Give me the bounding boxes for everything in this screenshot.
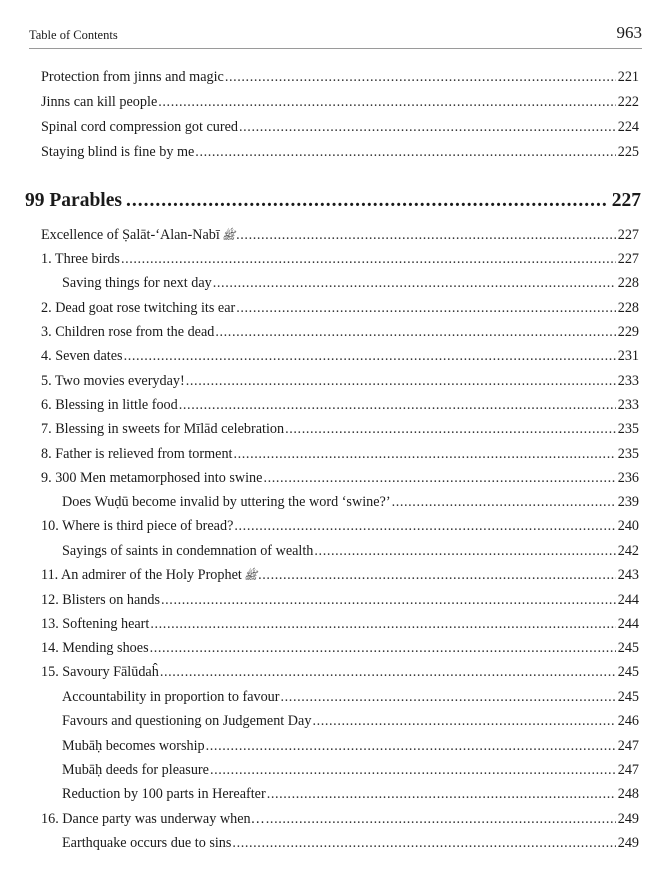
dot-leader	[206, 738, 616, 755]
toc-entry-title: 3. Children rose from the dead	[41, 324, 215, 340]
dot-leader	[281, 689, 616, 706]
toc-entry-page: 225	[617, 144, 639, 160]
toc-entry-page: 247	[617, 738, 639, 754]
toc-entry	[41, 227, 639, 245]
dot-leader	[285, 421, 616, 438]
page-number: 963	[616, 23, 642, 42]
toc-entry-title: Does Wuḍū become invalid by uttering the word ‘swine?’	[62, 494, 391, 510]
toc-entry-page: 243	[617, 567, 639, 583]
toc-subentry	[62, 762, 639, 780]
toc-entry	[41, 470, 639, 488]
toc-entry-title: 14. Mending shoes	[41, 640, 149, 656]
dot-leader	[186, 373, 616, 390]
toc-entry-page: 239	[617, 494, 639, 510]
toc-entry	[41, 373, 639, 391]
toc-entry-title: Saving things for next day	[62, 275, 212, 291]
dot-leader	[225, 69, 616, 86]
toc-entry-page: 235	[617, 446, 639, 462]
toc-entry-page: 227	[617, 251, 639, 267]
toc-entry-page: 233	[617, 397, 639, 413]
dot-leader	[179, 397, 616, 414]
toc-entry-page: 244	[617, 616, 639, 632]
dot-leader	[232, 835, 615, 852]
dot-leader	[312, 713, 615, 730]
dot-leader	[161, 592, 616, 609]
toc-entry-page: 247	[617, 762, 639, 778]
toc-entry	[41, 518, 639, 536]
toc-entry-title: Reduction by 100 parts in Hereafter	[62, 786, 266, 802]
dot-leader	[392, 494, 616, 511]
toc-entry-title: 15. Savoury Fālūdaĥ	[41, 664, 159, 680]
toc-entry-page: 236	[617, 470, 639, 486]
dot-leader	[213, 275, 616, 292]
toc-entry	[41, 664, 639, 682]
honorific-glyph: ﷺ	[221, 230, 236, 242]
toc-entry-page: 221	[617, 69, 639, 85]
chapter-heading	[25, 190, 641, 216]
dot-leader	[160, 664, 616, 681]
dot-leader	[150, 616, 615, 633]
dot-leader	[239, 119, 616, 136]
toc-entry	[41, 324, 639, 342]
toc-entry	[41, 616, 639, 634]
dot-leader	[267, 786, 616, 803]
toc-entry-page: 248	[617, 786, 639, 802]
toc-entry-title: Mubāḥ becomes worship	[62, 738, 205, 754]
toc-entry-title: 6. Blessing in little food	[41, 397, 178, 413]
toc-entry	[41, 397, 639, 415]
toc-subentry	[62, 543, 639, 561]
toc-entry-page: 229	[617, 324, 639, 340]
toc-entry-title: Staying blind is fine by me	[41, 144, 195, 160]
toc-entry-page: 246	[617, 713, 639, 729]
toc-entry-page: 242	[617, 543, 639, 559]
toc-entry	[41, 811, 639, 829]
toc-subentry	[62, 738, 639, 756]
toc-entry-title: 9. 300 Men metamorphosed into swine	[41, 470, 263, 486]
running-title: Table of Contents	[29, 28, 118, 42]
dot-leader	[121, 251, 616, 268]
toc-entry-page: 245	[617, 689, 639, 705]
toc-entry-page: 235	[617, 421, 639, 437]
toc-subentry	[62, 713, 639, 731]
dot-leader	[314, 543, 615, 560]
toc-entry-title: 16. Dance party was underway when…	[41, 811, 265, 827]
toc-entry	[41, 119, 639, 137]
dot-leader	[195, 144, 615, 161]
toc-entry-title: 8. Father is relieved from torment	[41, 446, 233, 462]
toc-entry-title: 12. Blisters on hands	[41, 592, 161, 608]
toc-entry-page: 222	[617, 94, 639, 110]
toc-entry	[41, 446, 639, 464]
dot-leader	[233, 446, 615, 463]
toc-entry	[41, 567, 639, 585]
toc-entry-title: 2. Dead goat rose twitching its ear	[41, 300, 236, 316]
toc-entry-page: 228	[617, 275, 639, 291]
toc-entry-title: 1. Three birds	[41, 251, 120, 267]
toc-entry-title: Excellence of Ṣalāt-‘Alan-Nabī	[41, 227, 220, 243]
chapter-page: 227	[611, 190, 641, 211]
toc-entry-title: Accountability in proportion to favour	[62, 689, 280, 705]
toc-entry-title: Sayings of saints in condemnation of wealth	[62, 543, 314, 559]
toc-entry-page: 227	[617, 227, 639, 243]
dot-leader	[258, 567, 616, 584]
toc-entry-page: 240	[617, 518, 639, 534]
toc-entry-page: 224	[617, 119, 639, 135]
dot-leader	[126, 190, 608, 212]
dot-leader	[234, 518, 615, 535]
honorific-glyph: ﷺ	[243, 570, 258, 582]
dot-leader	[266, 811, 616, 828]
toc-entry-title: 11. An admirer of the Holy Prophet	[41, 567, 242, 583]
toc-entry	[41, 94, 639, 112]
toc-entry-page: 245	[617, 664, 639, 680]
toc-subentry	[62, 275, 639, 293]
toc-subentry	[62, 689, 639, 707]
dot-leader	[236, 227, 616, 244]
toc-entry-page: 228	[617, 300, 639, 316]
toc-entry	[41, 348, 639, 366]
toc-entry	[41, 144, 639, 162]
page-header	[29, 22, 642, 49]
dot-leader	[263, 470, 615, 487]
toc-entry-title: Earthquake occurs due to sins	[62, 835, 232, 851]
chapter-title: 99 Parables	[25, 190, 122, 211]
toc-entry	[41, 69, 639, 87]
toc-entry-page: 249	[617, 835, 639, 851]
toc-entry	[41, 592, 639, 610]
toc-entry-title: 5. Two movies everyday!	[41, 373, 185, 389]
dot-leader	[236, 300, 615, 317]
toc-entry-page: 244	[617, 592, 639, 608]
toc-entry-title: 4. Seven dates	[41, 348, 123, 364]
toc-entry-page: 233	[617, 373, 639, 389]
dot-leader	[210, 762, 616, 779]
toc-subentry	[62, 786, 639, 804]
dot-leader	[215, 324, 615, 341]
toc-entry-title: Mubāḥ deeds for pleasure	[62, 762, 209, 778]
toc-entry	[41, 640, 639, 658]
toc-entry	[41, 421, 639, 439]
toc-entry-page: 231	[617, 348, 639, 364]
dot-leader	[150, 640, 616, 657]
toc-entry-title: Spinal cord compression got cured	[41, 119, 239, 135]
toc-entry-title: 7. Blessing in sweets for Mīlād celebration	[41, 421, 285, 437]
dot-leader	[158, 94, 615, 111]
toc-entry	[41, 251, 639, 269]
toc-subentry	[62, 494, 639, 512]
toc-entry-title: Favours and questioning on Judgement Day	[62, 713, 312, 729]
dot-leader	[124, 348, 616, 365]
toc-entry-title: 13. Softening heart	[41, 616, 150, 632]
toc-subentry	[62, 835, 639, 853]
toc-entry-title: 10. Where is third piece of bread?	[41, 518, 234, 534]
toc-entry-title: Protection from jinns and magic	[41, 69, 224, 85]
toc-entry-page: 245	[617, 640, 639, 656]
toc-entry-page: 249	[617, 811, 639, 827]
toc-entry-title: Jinns can kill people	[41, 94, 158, 110]
toc-entry	[41, 300, 639, 318]
